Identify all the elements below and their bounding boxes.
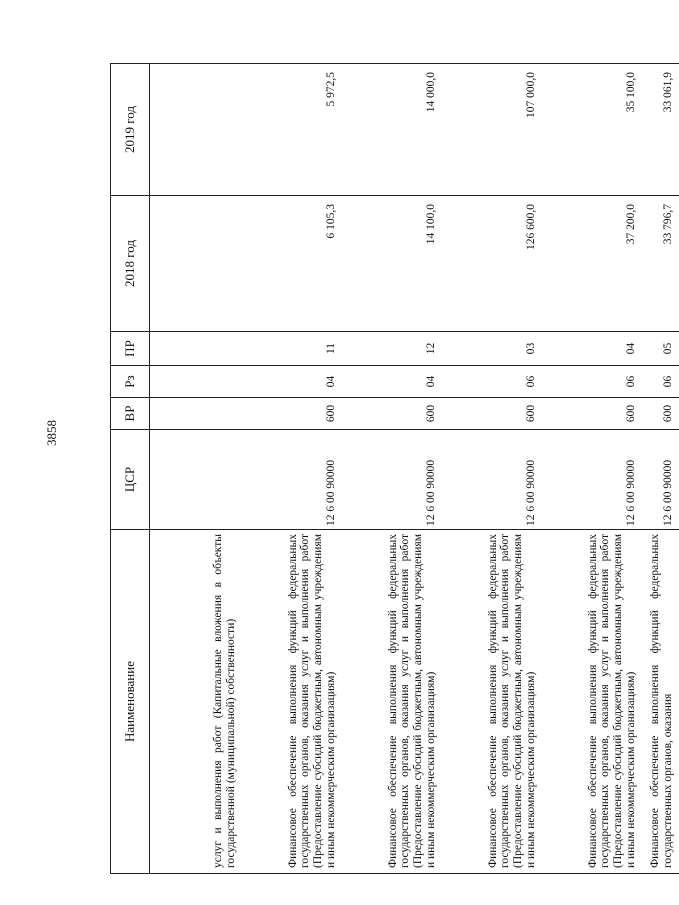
- page-number: 3858: [44, 420, 59, 446]
- header-pr: ПР: [111, 332, 150, 366]
- header-rz: Рз: [111, 366, 150, 398]
- table-row: [442, 64, 542, 874]
- cell-csr: 12 6 00 90000: [342, 430, 442, 530]
- cell-name: Финансовое обеспечение выполнения функций федеральных государственных органов, оказания услуг и выполнения работ (Предоставление субсидий бюджетным, автономным учреждениям и иным некоммерческим организациям): [442, 530, 542, 874]
- cell-rz: 04: [242, 366, 342, 398]
- cell-2018: 126 600,0: [442, 196, 542, 332]
- cell-pr: 04: [542, 332, 642, 366]
- cell-2019: 35 100,0: [542, 64, 642, 196]
- table-row: [542, 64, 642, 874]
- rotated-table-container: [110, 64, 675, 874]
- table-header-row: [111, 64, 150, 874]
- cell-name: услуг и выполнения работ (Капитальные вложения в объекты государственной (муниципальной) собственности): [150, 530, 243, 874]
- cell-name: Финансовое обеспечение выполнения функций федеральных государственных органов, оказания услуг и выполнения работ (Предоставление субсидий бюджетным, автономным учреждениям и иным некоммерческим организациям): [242, 530, 342, 874]
- header-vr: ВР: [111, 398, 150, 430]
- cell-pr: 12: [342, 332, 442, 366]
- cell-rz: 06: [442, 366, 542, 398]
- table-row: [342, 64, 442, 874]
- cell-pr: 11: [242, 332, 342, 366]
- cell-csr: 12 6 00 90000: [442, 430, 542, 530]
- cell-pr: 05: [642, 332, 679, 366]
- cell-csr: [150, 430, 243, 530]
- cell-2018: 33 796,7: [642, 196, 679, 332]
- cell-name: Финансовое обеспечение выполнения функций федеральных государственных органов, оказания: [642, 530, 679, 874]
- cell-pr: 03: [442, 332, 542, 366]
- cell-2018: 6 105,3: [242, 196, 342, 332]
- cell-vr: 600: [242, 398, 342, 430]
- cell-rz: 04: [342, 366, 442, 398]
- cell-2018: 14 100,0: [342, 196, 442, 332]
- cell-rz: 06: [542, 366, 642, 398]
- cell-csr: 12 6 00 90000: [542, 430, 642, 530]
- cell-name: Финансовое обеспечение выполнения функций федеральных государственных органов, оказания услуг и выполнения работ (Предоставление субсидий бюджетным, автономным учреждениям и иным некоммерческим организациям): [342, 530, 442, 874]
- header-name: Наименование: [111, 530, 150, 874]
- cell-vr: 600: [542, 398, 642, 430]
- table-row: [150, 64, 243, 874]
- cell-csr: 12 6 00 90000: [242, 430, 342, 530]
- cell-2019: 5 972,5: [242, 64, 342, 196]
- cell-csr: 12 6 00 90000: [642, 430, 679, 530]
- header-csr: ЦСР: [111, 430, 150, 530]
- cell-2019: 107 000,0: [442, 64, 542, 196]
- cell-rz: [150, 366, 243, 398]
- cell-2018: [150, 196, 243, 332]
- table-row: [642, 64, 679, 874]
- cell-2019: 33 061,9: [642, 64, 679, 196]
- cell-vr: 600: [642, 398, 679, 430]
- cell-rz: 06: [642, 366, 679, 398]
- table-row: [242, 64, 342, 874]
- cell-2019: 14 000,0: [342, 64, 442, 196]
- cell-vr: 600: [442, 398, 542, 430]
- cell-pr: [150, 332, 243, 366]
- cell-name: Финансовое обеспечение выполнения функций федеральных государственных органов, оказания услуг и выполнения работ (Предоставление субсидий бюджетным, автономным учреждениям и иным некоммерческим организациям): [542, 530, 642, 874]
- budget-table: [110, 63, 679, 874]
- header-2018: 2018 год: [111, 196, 150, 332]
- cell-vr: [150, 398, 243, 430]
- cell-2018: 37 200,0: [542, 196, 642, 332]
- cell-vr: 600: [342, 398, 442, 430]
- cell-2019: [150, 64, 243, 196]
- header-2019: 2019 год: [111, 64, 150, 196]
